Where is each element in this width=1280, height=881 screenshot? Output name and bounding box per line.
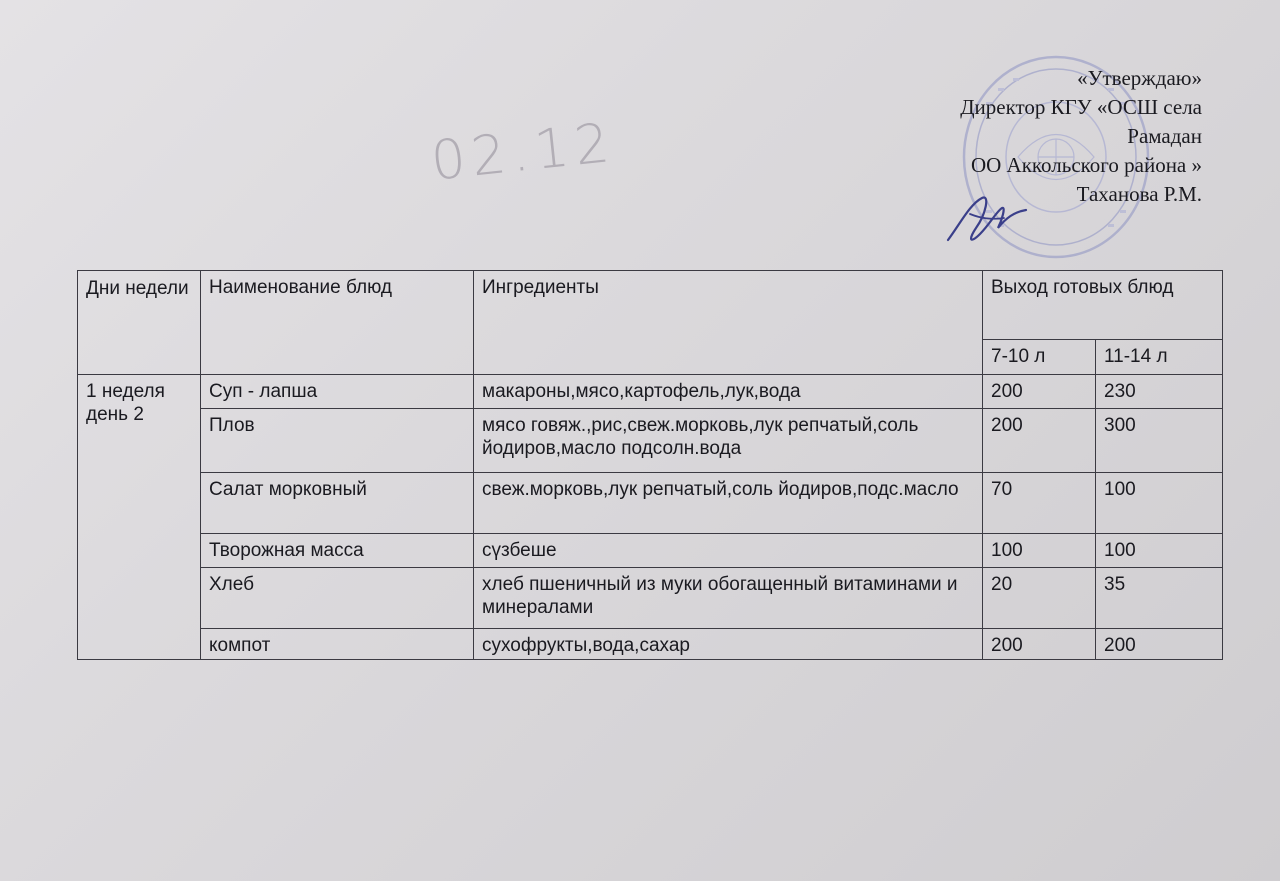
day-label: 1 неделя день 2 <box>78 375 201 660</box>
yield-11-14: 35 <box>1096 568 1223 629</box>
approval-position: Директор КГУ «ОСШ села <box>960 95 1202 119</box>
handwritten-date: 02.12 <box>428 110 619 193</box>
yield-7-10: 200 <box>983 375 1096 409</box>
dish-ingredients: макароны,мясо,картофель,лук,вода <box>474 375 983 409</box>
dish-ingredients: сүзбеше <box>474 534 983 568</box>
dish-ingredients: хлеб пшеничный из муки обогащенный витаминами и минералами <box>474 568 983 629</box>
approval-title: «Утверждаю» <box>1077 66 1202 90</box>
yield-7-10: 200 <box>983 409 1096 473</box>
header-ingredients: Ингредиенты <box>474 271 983 375</box>
table-row <box>78 568 1223 629</box>
yield-11-14: 100 <box>1096 473 1223 534</box>
dish-name: компот <box>201 629 474 660</box>
table-row <box>78 629 1223 660</box>
header-yield: Выход готовых блюд <box>983 271 1223 340</box>
yield-11-14: 300 <box>1096 409 1223 473</box>
header-days: Дни недели <box>78 271 201 375</box>
header-age-11-14: 11-14 л <box>1096 340 1223 375</box>
yield-11-14: 200 <box>1096 629 1223 660</box>
header-dish: Наименование блюд <box>201 271 474 375</box>
dish-name: Творожная масса <box>201 534 474 568</box>
table-row <box>78 473 1223 534</box>
dish-name: Хлеб <box>201 568 474 629</box>
yield-7-10: 20 <box>983 568 1096 629</box>
yield-7-10: 70 <box>983 473 1096 534</box>
approval-signer: Таханова Р.М. <box>1076 182 1202 206</box>
menu-table <box>77 270 1223 660</box>
table-row <box>78 534 1223 568</box>
signature-icon <box>940 184 1040 254</box>
approval-village: Рамадан <box>1127 124 1202 148</box>
dish-ingredients: сухофрукты,вода,сахар <box>474 629 983 660</box>
yield-7-10: 200 <box>983 629 1096 660</box>
table-row <box>78 409 1223 473</box>
yield-11-14: 230 <box>1096 375 1223 409</box>
approval-district: ОО Аккольского района » <box>970 153 1202 177</box>
table-row <box>78 375 1223 409</box>
header-age-7-10: 7-10 л <box>983 340 1096 375</box>
dish-name: Салат морковный <box>201 473 474 534</box>
dish-ingredients: свеж.морковь,лук репчатый,соль йодиров,подс.масло <box>474 473 983 534</box>
dish-name: Суп - лапша <box>201 375 474 409</box>
yield-7-10: 100 <box>983 534 1096 568</box>
dish-name: Плов <box>201 409 474 473</box>
yield-11-14: 100 <box>1096 534 1223 568</box>
dish-ingredients: мясо говяж.,рис,свеж.морковь,лук репчатый,соль йодиров,масло подсолн.вода <box>474 409 983 473</box>
